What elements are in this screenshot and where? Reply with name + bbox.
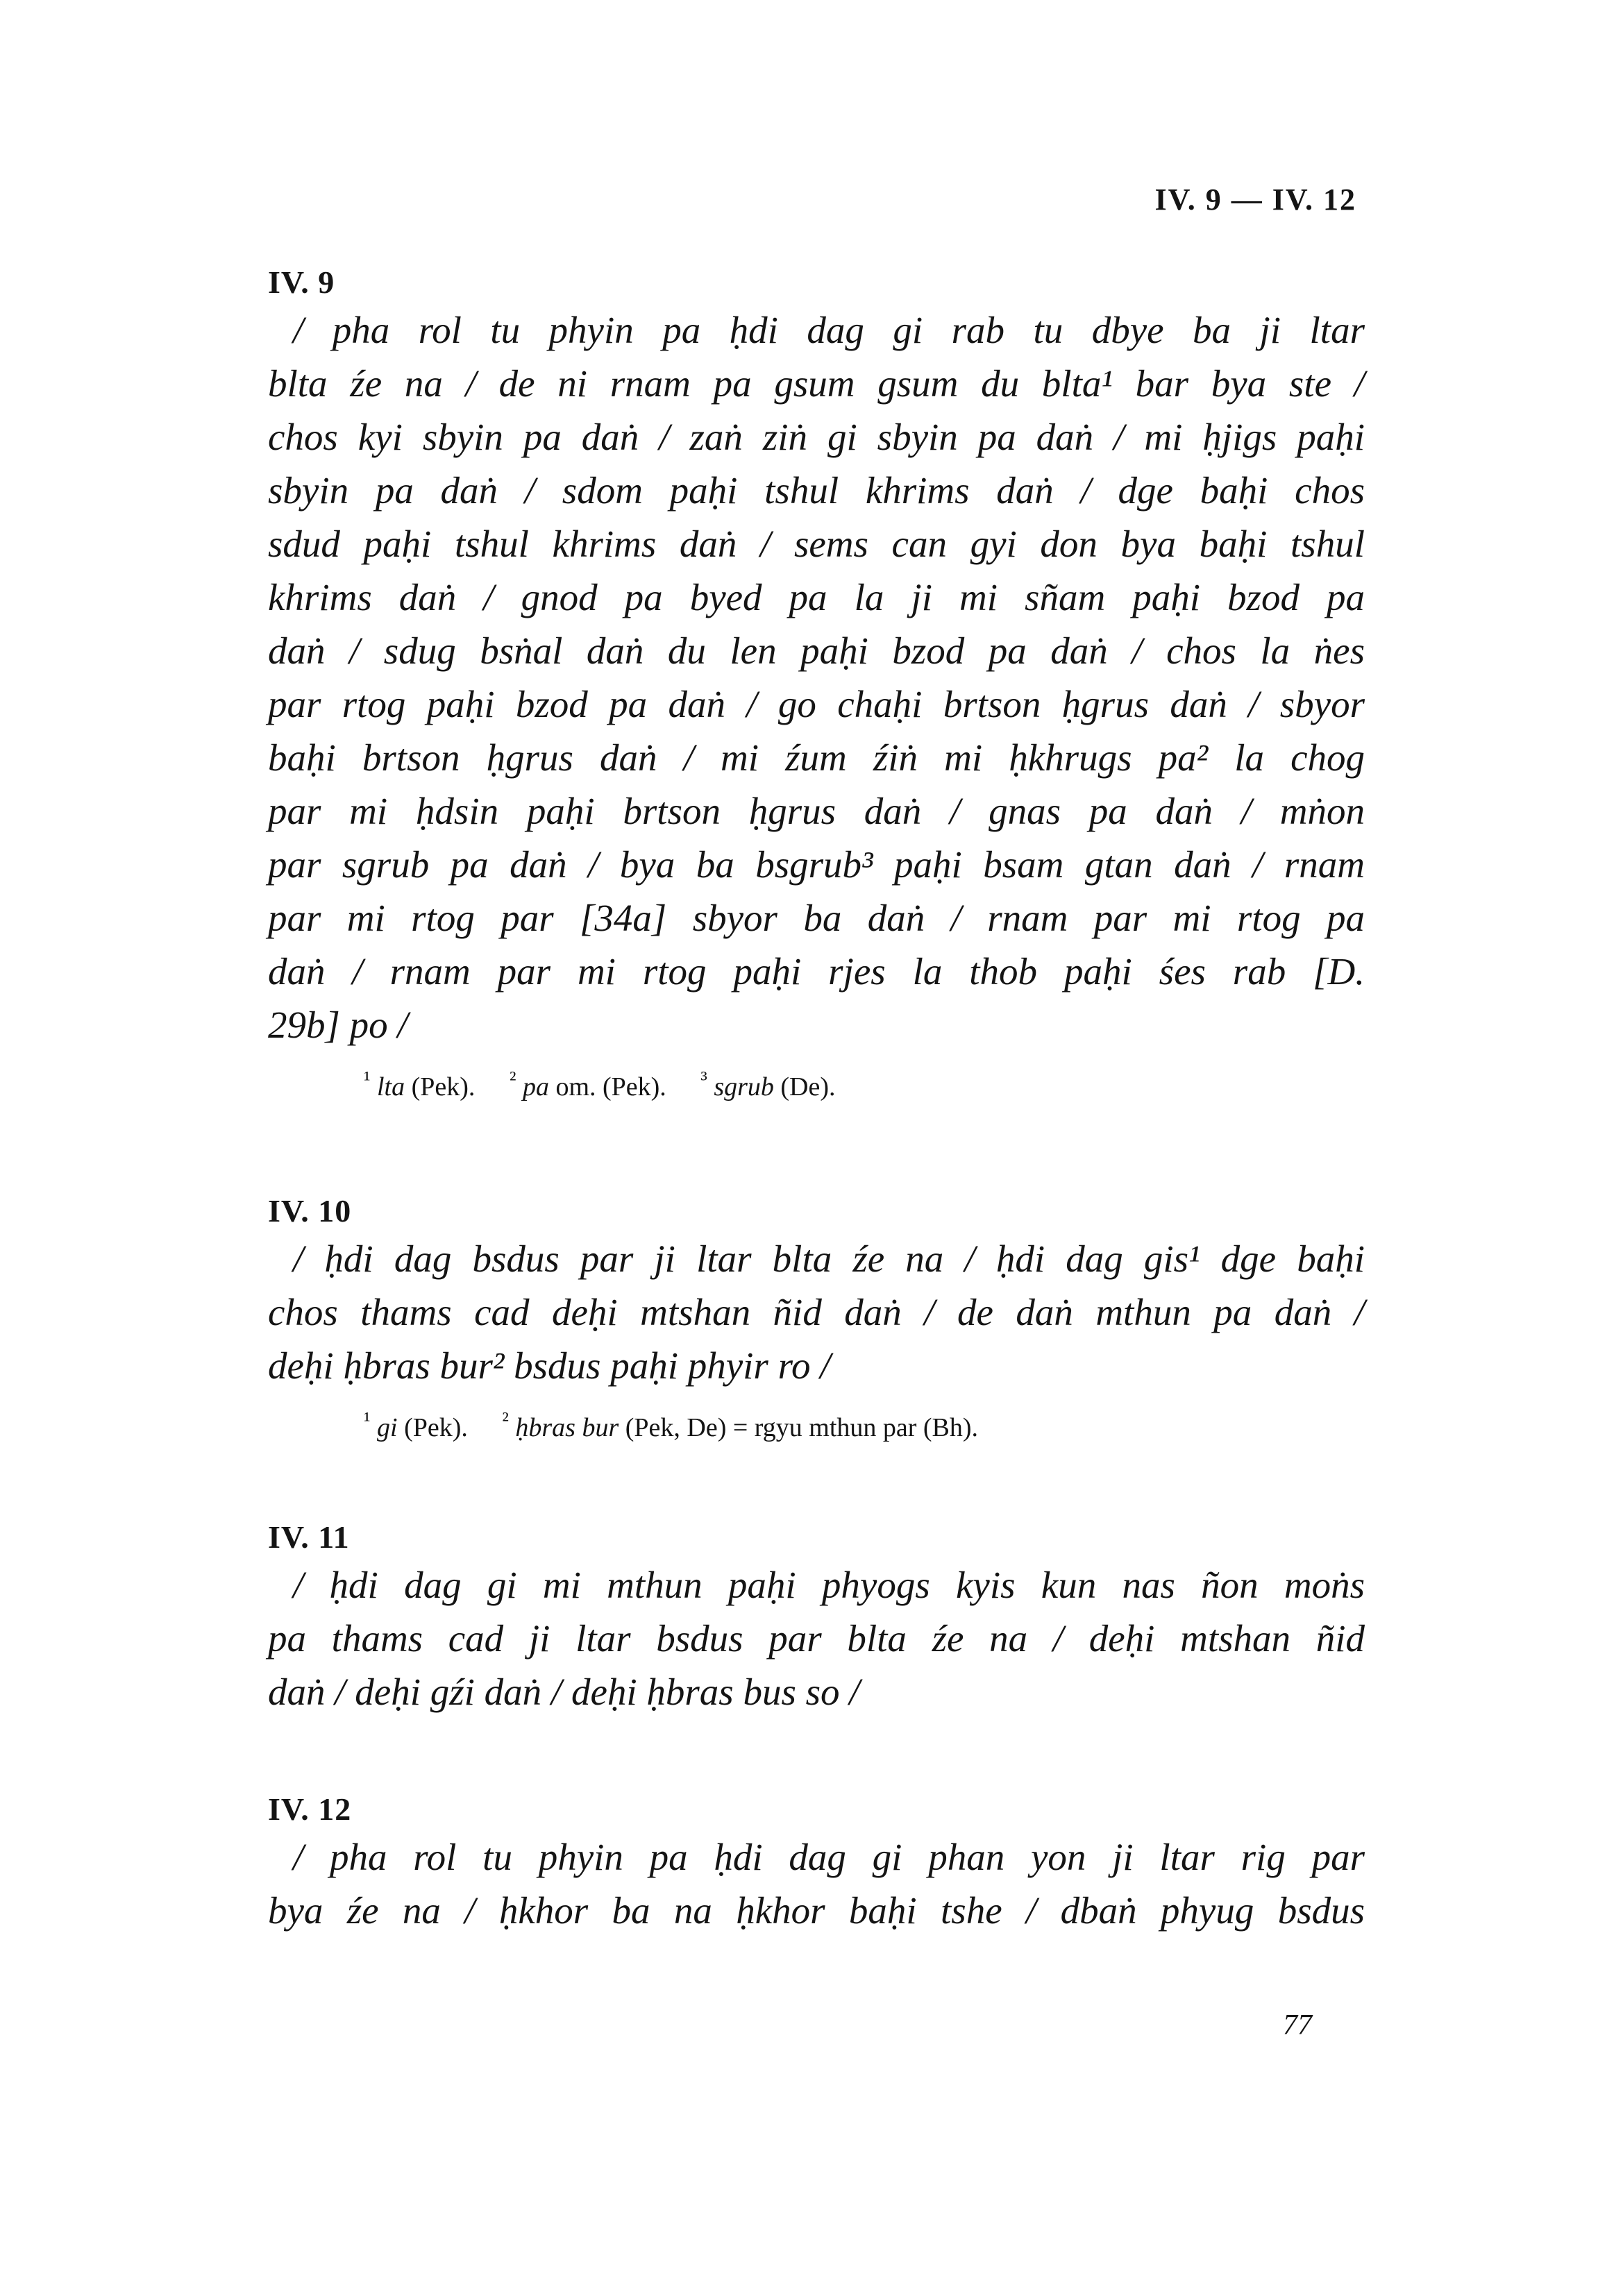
- footnotes: [364, 1061, 1365, 1104]
- section-heading: IV. 12: [268, 1791, 352, 1827]
- footnote: $^{^2}$ ḥbras bur (Pek, De) = rgyu mthun par (Bh).: [502, 1407, 979, 1442]
- footnotes: [364, 1402, 1365, 1445]
- text-line: deḥi ḥbras bur² bsdus paḥi phyir ro /: [268, 1344, 831, 1387]
- text-line: chos kyi sbyin pa daṅ / zaṅ ziṅ gi sbyin pa daṅ / mi ḥjigs paḥi: [268, 416, 1365, 458]
- section-body: [268, 1558, 1365, 1719]
- text-line: sdud paḥi tshul khrims daṅ / sems can gyi don bya baḥi tshul: [268, 523, 1365, 565]
- text-line: daṅ / sdug bsṅal daṅ du len paḥi bzod pa daṅ / chos la ṅes: [268, 630, 1365, 672]
- text-line: par mi rtog par [34a] sbyor ba daṅ / rnam par mi rtog pa: [268, 897, 1365, 939]
- text-line: pa thams cad ji ltar bsdus par blta źe na / deḥi mtshan ñid: [268, 1617, 1365, 1660]
- footnote: $^{^3}$ sgrub (De).: [700, 1066, 836, 1101]
- text-line: / pha rol tu phyin pa ḥdi dag gi rab tu dbye ba ji ltar: [293, 309, 1365, 351]
- section-heading: IV. 11: [268, 1519, 350, 1555]
- section-body: [268, 1830, 1365, 1937]
- section-heading: IV. 10: [268, 1193, 352, 1229]
- section-iv-10: [268, 1192, 1365, 1445]
- text-line: baḥi brtson ḥgrus daṅ / mi źum źiṅ mi ḥkhrugs pa² la chog: [268, 736, 1365, 779]
- section-iv-11: [268, 1519, 1365, 1719]
- text-line: 29b] po /: [268, 1004, 408, 1046]
- text-line: chos thams cad deḥi mtshan ñid daṅ / de daṅ mthun pa daṅ /: [268, 1291, 1365, 1333]
- section-iv-12: [268, 1791, 1365, 1937]
- text-line: bya źe na / ḥkhor ba na ḥkhor baḥi tshe / dbaṅ phyug bsdus: [268, 1889, 1365, 1932]
- footnote: $^{^1}$ gi (Pek).: [364, 1407, 468, 1442]
- running-head: IV. 9 — IV. 12: [1154, 183, 1356, 217]
- text-line: sbyin pa daṅ / sdom paḥi tshul khrims daṅ / dge baḥi chos: [268, 469, 1365, 512]
- section-body: [268, 1232, 1365, 1392]
- footnote: $^{^2}$ pa om. (Pek).: [509, 1066, 666, 1101]
- text-line: / pha rol tu phyin pa ḥdi dag gi phan yon ji ltar rig par: [293, 1836, 1365, 1878]
- section-body: [268, 303, 1365, 1052]
- text-line: daṅ / rnam par mi rtog paḥi rjes la thob paḥi śes rab [D.: [268, 950, 1365, 993]
- text-line: par sgrub pa daṅ / bya ba bsgrub³ paḥi bsam gtan daṅ / rnam: [268, 843, 1365, 886]
- section-heading: IV. 9: [268, 264, 335, 300]
- text-line: / ḥdi dag bsdus par ji ltar blta źe na / ḥdi dag gis¹ dge baḥi: [293, 1238, 1365, 1280]
- text-line: khrims daṅ / gnod pa byed pa la ji mi sñam paḥi bzod pa: [268, 576, 1365, 618]
- text-line: daṅ / deḥi gźi daṅ / deḥi ḥbras bus so /: [268, 1671, 860, 1713]
- page-number: 77: [1283, 2009, 1312, 2041]
- text-line: / ḥdi dag gi mi mthun paḥi phyogs kyis kun nas ñon moṅs: [293, 1564, 1365, 1606]
- text-line: blta źe na / de ni rnam pa gsum gsum du blta¹ bar bya ste /: [268, 362, 1365, 405]
- text-line: par mi ḥdsin paḥi brtson ḥgrus daṅ / gnas pa daṅ / mṅon: [268, 790, 1365, 832]
- footnote: $^{^1}$ lta (Pek).: [364, 1066, 476, 1101]
- text-line: par rtog paḥi bzod pa daṅ / go chaḥi brtson ḥgrus daṅ / sbyor: [268, 683, 1365, 725]
- section-iv-9: [268, 264, 1365, 1104]
